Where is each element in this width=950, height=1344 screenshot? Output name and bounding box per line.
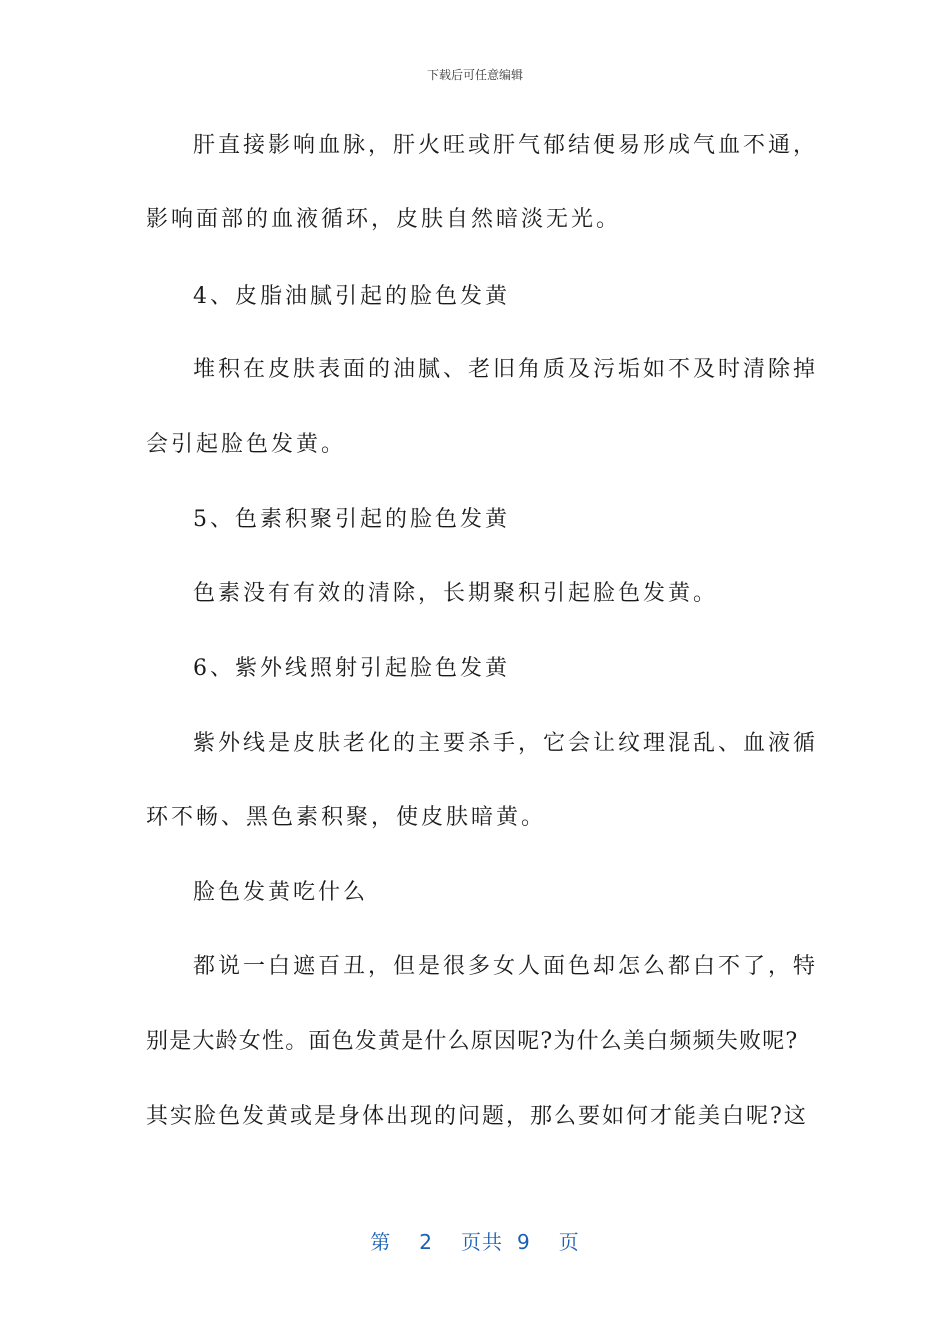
footer-suffix: 页	[558, 1230, 580, 1254]
paragraph-line: 其实脸色发黄或是身体出现的问题，那么要如何才能美白呢?这	[146, 1104, 808, 1129]
page-footer	[0, 1226, 950, 1255]
paragraph-line: 会引起脸色发黄。	[146, 432, 347, 457]
paragraph-line: 环不畅、黑色素积聚，使皮肤暗黄。	[146, 805, 547, 830]
paragraph-line: 肝直接影响血脉，肝火旺或肝气郁结便易形成气血不通，	[193, 133, 819, 158]
section-heading: 脸色发黄吃什么	[193, 880, 369, 905]
page-header: 下载后可任意编辑	[426, 68, 523, 82]
footer-middle: 页共	[461, 1230, 503, 1254]
paragraph-line: 色素没有有效的清除，长期聚积引起脸色发黄。	[193, 581, 719, 606]
paragraph-line: 别是大龄女性。面色发黄是什么原因呢?为什么美白频频失败呢?	[146, 1029, 799, 1054]
footer-total-pages: 9	[517, 1230, 531, 1254]
paragraph-line: 紫外线是皮肤老化的主要杀手，它会让纹理混乱、血液循	[193, 731, 819, 756]
paragraph-line: 都说一白遮百丑，但是很多女人面色却怎么都白不了，特	[193, 954, 819, 979]
paragraph-line: 堆积在皮肤表面的油腻、老旧角质及污垢如不及时清除掉	[193, 357, 819, 382]
paragraph-line: 影响面部的血液循环，皮肤自然暗淡无光。	[146, 207, 622, 232]
section-heading: 5、色素积聚引起的脸色发黄	[193, 507, 510, 532]
section-heading: 4、皮脂油腻引起的脸色发黄	[193, 284, 510, 309]
footer-page-number: 2	[419, 1230, 433, 1254]
footer-prefix: 第	[370, 1230, 392, 1254]
section-heading: 6、紫外线照射引起脸色发黄	[193, 656, 510, 681]
